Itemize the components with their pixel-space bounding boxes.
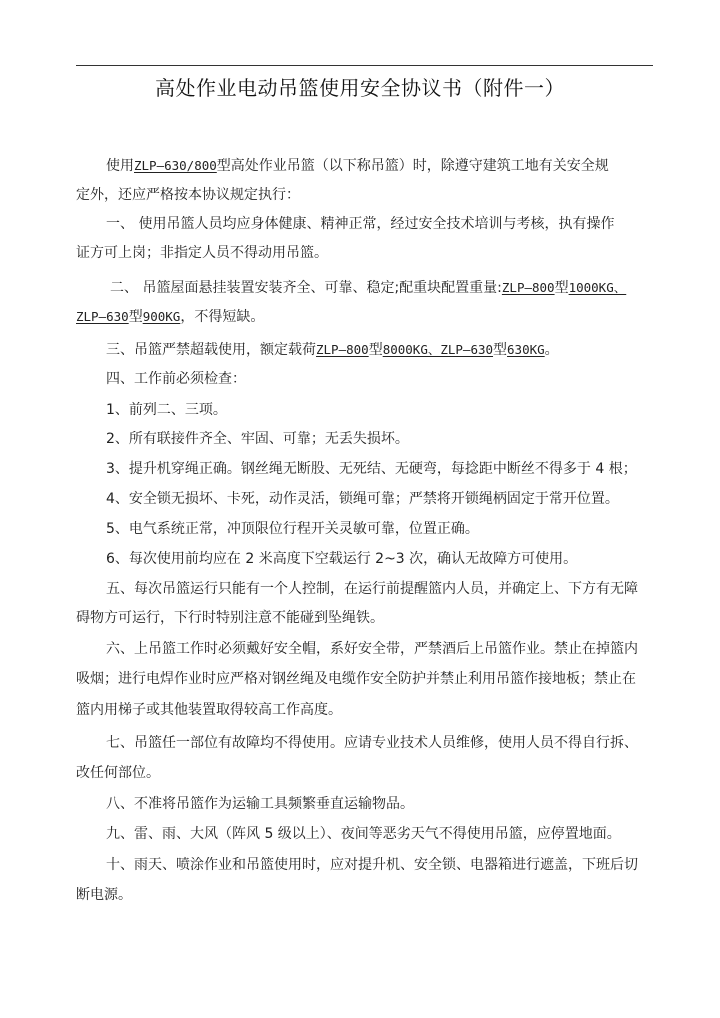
paragraph-line: 篮内用梯子或其他装置取得较高工作高度。 [76,702,342,718]
model-number: ZLP—630 [76,309,129,324]
text-span: 。 [544,342,559,358]
counterweight-value: 900KG [142,309,181,324]
text-span: 型 [368,342,383,358]
paragraph-line: 十、雨天、喷涂作业和吊篮使用时，应对提升机、安全锁、电器箱进行遮盖，下班后切 [106,857,638,873]
paragraph-line: 改任何部位。 [76,765,160,781]
load-value: 8000KG、ZLP—630 [382,342,494,357]
paragraph-line: 八、不准将吊篮作为运输工具频繁垂直运输物品。 [106,796,414,812]
header-rule [76,65,653,66]
load-value: 630KG [507,342,545,357]
paragraph-line: 五、每次吊篮运行只能有一个人控制，在运行前提醒篮内人员，并确定上、下方有无障 [106,581,638,597]
text-span: 型高处作业吊篮（以下称吊篮）时，除遵守建筑工地有关安全规 [216,158,609,174]
paragraph-line: 一、 使用吊篮人员均应身体健康、精神正常，经过安全技术培训与考核，执有操作 [106,216,615,232]
paragraph-line [76,308,264,326]
paragraph-line: 3、提升机穿绳正确。钢丝绳无断股、无死结、无硬弯，每捻距中断丝不得多于 4 根； [106,461,637,477]
model-number: ZLP—630/800 [134,158,217,173]
paragraph-line: 六、上吊篮工作时必须戴好安全帽，系好安全带，严禁酒后上吊篮作业。禁止在掉篮内 [106,641,638,657]
paragraph-line: 碍物方可运行，下行时特别注意不能碰到坠绳铁。 [76,610,384,626]
paragraph-line: 6、每次使用前均应在 2 米高度下空载运行 2~3 次，确认无故障方可使用。 [106,551,578,567]
paragraph-line: 2、所有联接件齐全、牢固、可靠；无丢失损坏。 [106,431,409,447]
document-title: 高处作业电动吊篮使用安全协议书（附件一） [155,76,565,100]
text-span: 型 [493,342,508,358]
counterweight-value: 1000KG、 [568,280,627,295]
paragraph-line: 证方可上岗；非指定人员不得动用吊篮。 [76,245,328,261]
text-span: 使用 [106,158,134,174]
text-span: ，不得短缺。 [180,309,265,325]
paragraph-line: 5、电气系统正常，冲顶限位行程开关灵敏可靠，位置正确。 [106,521,479,537]
paragraph-line [106,341,559,359]
paragraph-line: 1、前列二、三项。 [106,402,227,418]
text-span: 三、吊篮严禁超载使用，额定载荷 [106,342,316,358]
paragraph-line: 定外，还应严格按本协议规定执行： [76,187,300,203]
paragraph-line [110,279,626,297]
paragraph-line: 七、吊篮任一部位有故障均不得使用。应请专业技术人员维修，使用人员不得自行拆、 [106,735,638,751]
text-span: 二、 吊篮屋面悬挂装置安装齐全、可靠、稳定;配重块配置重量: [110,280,502,296]
paragraph-line: 4、安全锁无损坏、卡死，动作灵活，锁绳可靠；严禁将开锁绳柄固定于常开位置。 [106,491,619,507]
paragraph-line: 四、工作前必须检查： [106,371,246,387]
model-number: ZLP—800 [316,342,369,357]
paragraph-line: 九、雷、雨、大风（阵风 5 级以上）、夜间等恶劣天气不得使用吊篮，应停置地面。 [106,826,621,842]
paragraph-line [106,157,609,175]
paragraph-line: 断电源。 [76,887,132,903]
text-span: 型 [128,309,143,325]
paragraph-line: 吸烟；进行电焊作业时应严格对钢丝绳及电缆作安全防护并禁止利用吊篮作接地板；禁止在 [76,671,636,687]
model-number: ZLP—800 [501,280,555,295]
text-span: 型 [554,280,569,296]
